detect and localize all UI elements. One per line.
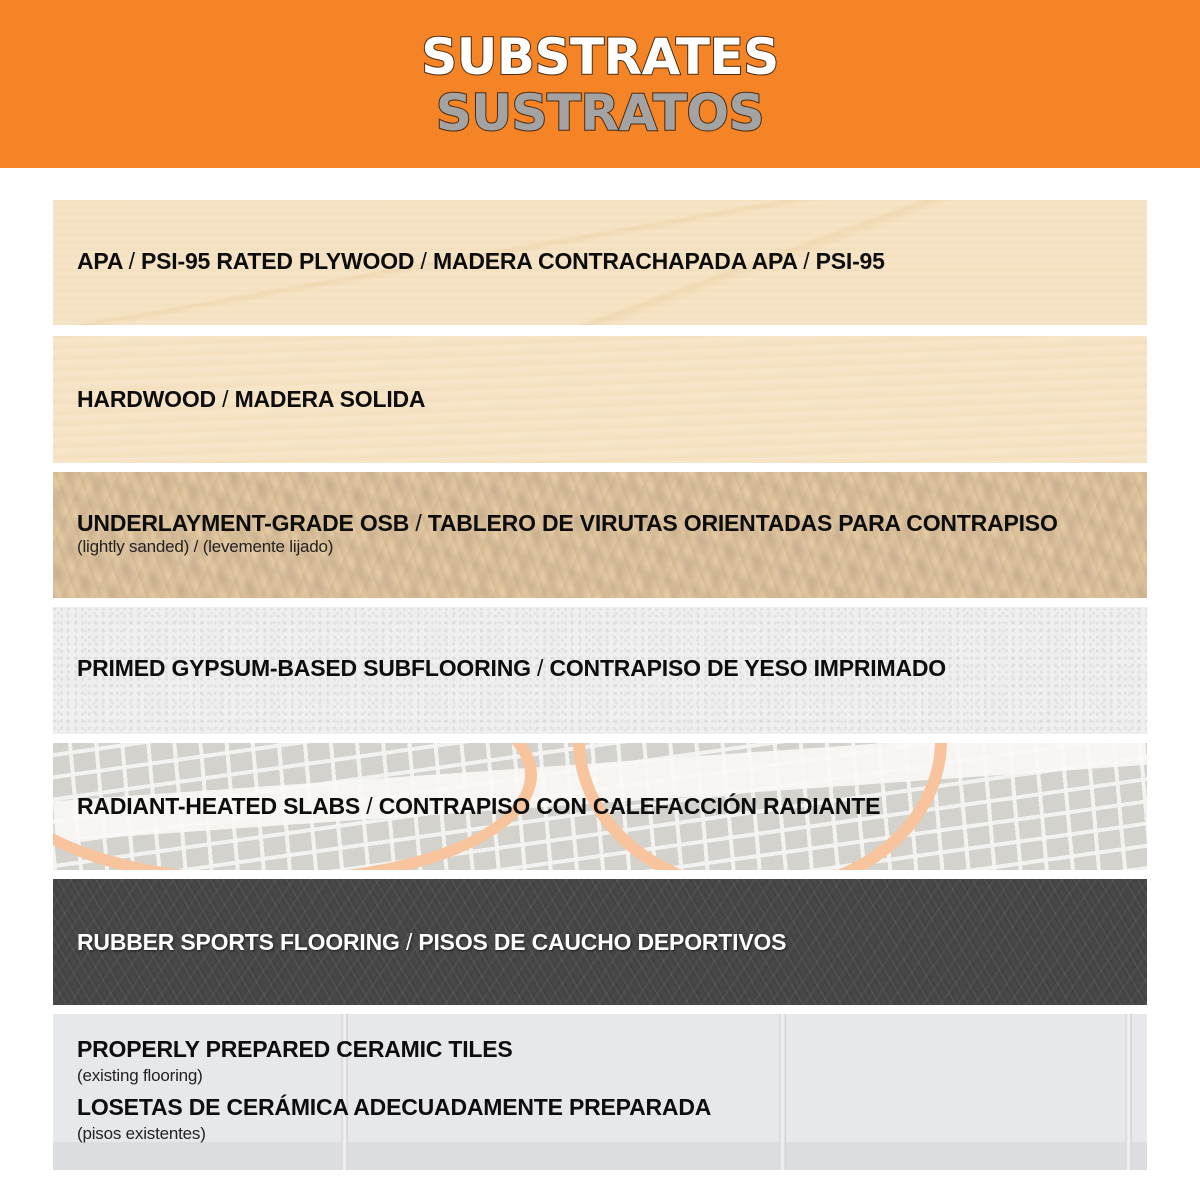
substrate-gypsum [53, 607, 1147, 734]
label-en: UNDERLAYMENT-GRADE OSB [77, 510, 410, 536]
separator: / [405, 929, 413, 955]
separator: / [366, 793, 373, 819]
substrate-hardwood [53, 336, 1147, 463]
label-es: CONTRAPISO CON CALEFACCIÓN RADIANTE [378, 793, 881, 819]
separator: / [537, 655, 544, 681]
label-en: PROPERLY PREPARED CERAMIC TILES [77, 1036, 513, 1062]
separator: / [415, 510, 422, 536]
substrate-label [77, 248, 1137, 275]
tile-grout-horizontal [53, 1142, 1147, 1170]
label-en-part2: PSI-95 RATED PLYWOOD [141, 248, 415, 274]
label-en: RUBBER SPORTS FLOORING [77, 929, 400, 955]
substrate-osb [53, 472, 1147, 598]
separator: / [420, 248, 427, 274]
label-es-part1: MADERA CONTRACHAPADA APA [432, 248, 797, 274]
title-spanish: SUSTRATOS [435, 84, 765, 142]
substrate-plywood [53, 200, 1147, 325]
note-en: (existing flooring) [77, 1065, 203, 1085]
separator: / [193, 537, 199, 556]
substrate-ceramic-tiles [53, 1014, 1147, 1170]
label-en: PRIMED GYPSUM-BASED SUBFLOORING [77, 655, 531, 681]
label-es: LOSETAS DE CERÁMICA ADECUADAMENTE PREPARADA [77, 1093, 712, 1120]
label-es: TABLERO DE VIRUTAS ORIENTADAS PARA CONTRAPISO [427, 510, 1058, 536]
label-en: RADIANT-HEATED SLABS [77, 793, 361, 819]
note-en: (lightly sanded) [77, 537, 190, 556]
label-es: MADERA SOLIDA [234, 386, 426, 412]
label-en-part1: APA [77, 248, 123, 274]
substrate-label [77, 793, 1137, 820]
header-banner [0, 0, 1200, 168]
label-en: HARDWOOD [77, 386, 216, 412]
separator: / [803, 248, 810, 274]
label-es-part2: PSI-95 [815, 248, 885, 274]
separator: / [222, 386, 229, 412]
substrate-label [77, 1036, 1137, 1144]
label-es: CONTRAPISO DE YESO IMPRIMADO [549, 655, 946, 681]
label-es: PISOS DE CAUCHO DEPORTIVOS [418, 929, 787, 955]
separator: / [128, 248, 135, 274]
note-es: (levemente lijado) [202, 537, 334, 556]
substrate-rubber [53, 879, 1147, 1005]
substrate-label [77, 929, 1137, 956]
substrate-label [77, 655, 1137, 682]
substrate-note [77, 537, 1137, 557]
substrate-label [77, 510, 1137, 557]
title-english: SUBSTRATES [421, 28, 779, 86]
substrate-label [77, 386, 1137, 413]
substrate-radiant-heated [53, 743, 1147, 870]
note-es: (pisos existentes) [77, 1123, 206, 1143]
